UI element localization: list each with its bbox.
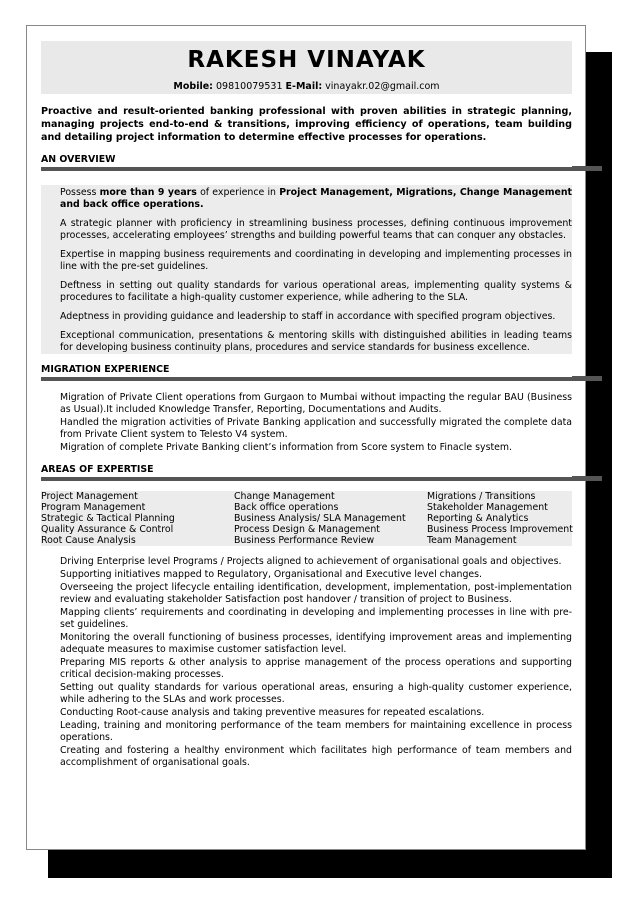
overview-item bbox=[41, 249, 572, 273]
overview-text: Adeptness in providing guidance and leadership to staff in accordance with specified program objectives. bbox=[60, 311, 556, 322]
contact-line bbox=[41, 79, 572, 94]
section-divider bbox=[41, 377, 602, 381]
expertise-item bbox=[41, 720, 572, 744]
overview-text: of experience in bbox=[196, 187, 280, 198]
overview-text: A strategic planner with proficiency in streamlining business processes, defining continuous improvement processes, accelerating employees’ strengths and building powerful teams that can conquer any obstacles. bbox=[60, 218, 572, 241]
expertise-item bbox=[41, 607, 572, 631]
migration-block bbox=[41, 392, 572, 454]
expertise-item bbox=[41, 556, 572, 568]
overview-item bbox=[41, 330, 572, 354]
expertise-area: Business Process Improvement bbox=[427, 524, 573, 535]
expertise-area: Process Design & Management bbox=[234, 524, 380, 535]
migration-item bbox=[41, 442, 572, 454]
expertise-text: Setting out quality standards for various operational areas, ensuring a high-quality customer experience, while adhering to the SLAs and work processes. bbox=[60, 682, 572, 705]
expertise-item bbox=[41, 657, 572, 681]
name-banner bbox=[41, 41, 572, 79]
expertise-item bbox=[41, 682, 572, 706]
section-title-expertise: AREAS OF EXPERTISE bbox=[41, 464, 154, 475]
expertise-item bbox=[41, 582, 572, 606]
overview-item bbox=[41, 311, 572, 323]
expertise-text: Conducting Root-cause analysis and taking preventive measures for repeated escalations. bbox=[60, 707, 485, 718]
migration-item bbox=[41, 392, 572, 416]
migration-text: Migration of Private Client operations from Gurgaon to Mumbai without impacting the regular BAU (Business as Usual).It included Knowledge Transfer, Reporting, Documentations and Audits. bbox=[60, 392, 572, 415]
expertise-item bbox=[41, 745, 572, 769]
expertise-item bbox=[41, 569, 572, 581]
expertise-list bbox=[41, 556, 572, 769]
expertise-area: Project Management bbox=[41, 491, 138, 502]
expertise-area: Migrations / Transitions bbox=[427, 491, 536, 502]
expertise-area: Business Analysis/ SLA Management bbox=[234, 513, 406, 524]
resume-page bbox=[26, 25, 586, 850]
section-title-migration: MIGRATION EXPERIENCE bbox=[41, 364, 170, 375]
overview-list bbox=[41, 185, 572, 354]
expertise-text: Mapping clients’ requirements and coordinating in developing and implementing processes in line with pre-set guidelines. bbox=[60, 607, 572, 630]
email-address: vinayakr.02@gmail.com bbox=[325, 81, 440, 92]
section-title-overview: AN OVERVIEW bbox=[41, 154, 116, 165]
expertise-text: Driving Enterprise level Programs / Projects aligned to achievement of organisational goals and objectives. bbox=[60, 556, 562, 567]
expertise-area: Program Management bbox=[41, 502, 146, 513]
expertise-area: Stakeholder Management bbox=[427, 502, 548, 513]
email-label: E-Mail: bbox=[285, 81, 323, 92]
overview-text: Possess bbox=[60, 187, 100, 198]
expertise-item bbox=[41, 632, 572, 656]
mobile-label: Mobile: bbox=[173, 81, 213, 92]
expertise-grid bbox=[41, 491, 572, 546]
expertise-text: Leading, training and monitoring performance of the team members for maintaining excellence in process operations. bbox=[60, 720, 572, 743]
expertise-area: Back office operations bbox=[234, 502, 339, 513]
expertise-details-block bbox=[41, 556, 572, 769]
expertise-text: Overseeing the project lifecycle entailing identification, development, implementation, post-implementation review and evaluating stakeholder Satisfaction post handover / transition of project to Business. bbox=[60, 582, 572, 605]
expertise-area: Reporting & Analytics bbox=[427, 513, 529, 524]
expertise-grid-block bbox=[41, 491, 572, 546]
overview-text: Exceptional communication, presentations & mentoring skills with distinguished abilities in leading teams for developing business continuity plans, procedures and service standards for business excellence. bbox=[60, 330, 572, 353]
expertise-area: Change Management bbox=[234, 491, 335, 502]
profile-summary: Proactive and result-oriented banking professional with proven abilities in strategic planning, managing projects end-to-end & transitions, improving efficiency of operations, team building and detailing project information to determine effective processes for operations. bbox=[41, 106, 572, 143]
expertise-item bbox=[41, 707, 572, 719]
expertise-area: Strategic & Tactical Planning bbox=[41, 513, 175, 524]
overview-text: Deftness in setting out quality standards for various operational areas, implementing quality systems & procedures to facilitate a high-quality customer experience, while adhering to the SLA. bbox=[60, 280, 572, 303]
migration-item bbox=[41, 417, 572, 441]
resume-content bbox=[41, 41, 572, 770]
mobile-number: 09810079531 bbox=[216, 81, 283, 92]
overview-item bbox=[41, 218, 572, 242]
overview-text: Expertise in mapping business requirements and coordinating in developing and implementing processes in line with the pre-set guidelines. bbox=[60, 249, 572, 272]
migration-text: Migration of complete Private Banking client’s information from Score system to Finacle system. bbox=[60, 442, 513, 453]
migration-text: Handled the migration activities of Private Banking application and successfully migrated the complete data from Private Client system to Telesto V4 system. bbox=[60, 417, 572, 440]
overview-text: more than 9 years bbox=[99, 187, 197, 198]
overview-item bbox=[41, 187, 572, 211]
expertise-text: Monitoring the overall functioning of business processes, identifying improvement areas and implementing adequate measures to maximise customer satisfaction level. bbox=[60, 632, 572, 655]
section-divider bbox=[41, 167, 602, 171]
section-divider bbox=[41, 477, 602, 481]
overview-block bbox=[41, 185, 572, 354]
expertise-area: Quality Assurance & Control bbox=[41, 524, 174, 535]
overview-item bbox=[41, 280, 572, 304]
migration-list bbox=[41, 392, 572, 454]
candidate-name: RAKESH VINAYAK bbox=[187, 47, 426, 73]
expertise-area: Business Performance Review bbox=[234, 535, 375, 546]
expertise-text: Creating and fostering a healthy environment which facilitates high performance of team members and accomplishment of organisational goals. bbox=[60, 745, 572, 768]
expertise-text: Preparing MIS reports & other analysis to apprise management of the process operations and supporting critical decision-making processes. bbox=[60, 657, 572, 680]
expertise-area: Root Cause Analysis bbox=[41, 535, 136, 546]
expertise-area: Team Management bbox=[427, 535, 517, 546]
overview-text: Project Management, Migrations, Change Management and back office operations. bbox=[60, 187, 572, 210]
expertise-text: Supporting initiatives mapped to Regulatory, Organisational and Executive level changes. bbox=[60, 569, 483, 580]
